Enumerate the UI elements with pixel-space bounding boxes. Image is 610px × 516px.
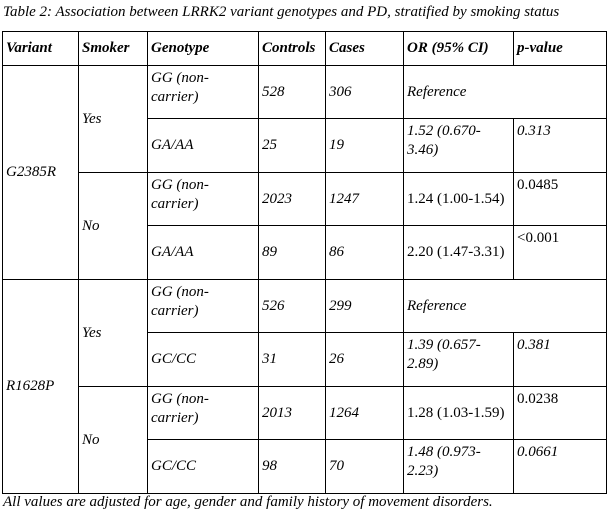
header-controls: Controls bbox=[259, 32, 326, 66]
or-cell: 1.24 (1.00-1.54) bbox=[404, 173, 514, 226]
genotype-cell: GG (non-carrier) bbox=[148, 280, 259, 333]
p-value-cell: 0.0661 bbox=[514, 440, 607, 494]
genotype-cell: GG (non-carrier) bbox=[148, 173, 259, 226]
p-value-cell: 0.0485 bbox=[514, 173, 607, 226]
controls-cell: 31 bbox=[259, 333, 326, 387]
cases-cell: 19 bbox=[326, 119, 404, 173]
cases-cell: 1247 bbox=[326, 173, 404, 226]
genotype-cell: GG (non-carrier) bbox=[148, 66, 259, 119]
or-cell: Reference bbox=[404, 280, 607, 333]
variant-cell: G2385R bbox=[3, 66, 79, 280]
or-cell: 1.39 (0.657-2.89) bbox=[404, 333, 514, 387]
cases-cell: 299 bbox=[326, 280, 404, 333]
genotype-cell: GA/AA bbox=[148, 226, 259, 280]
controls-cell: 25 bbox=[259, 119, 326, 173]
table-footnote: All values are adjusted for age, gender and family history of movement disorders. bbox=[3, 494, 493, 510]
table-row bbox=[3, 173, 607, 226]
header-p-value: p-value bbox=[514, 32, 607, 66]
controls-cell: 528 bbox=[259, 66, 326, 119]
header-variant: Variant bbox=[3, 32, 79, 66]
or-cell: 1.52 (0.670-3.46) bbox=[404, 119, 514, 173]
smoker-cell: Yes bbox=[79, 280, 148, 387]
or-cell: 1.48 (0.973-2.23) bbox=[404, 440, 514, 494]
table-row bbox=[3, 66, 607, 119]
smoker-cell: No bbox=[79, 387, 148, 494]
header-cases: Cases bbox=[326, 32, 404, 66]
p-value-cell: 0.381 bbox=[514, 333, 607, 387]
controls-cell: 98 bbox=[259, 440, 326, 494]
table-caption: Table 2: Association between LRRK2 variant genotypes and PD, stratified by smoking status bbox=[3, 4, 560, 20]
results-table bbox=[2, 31, 607, 494]
or-cell: 1.28 (1.03-1.59) bbox=[404, 387, 514, 440]
header-genotype: Genotype bbox=[148, 32, 259, 66]
header-or: OR (95% CI) bbox=[404, 32, 514, 66]
variant-cell: R1628P bbox=[3, 280, 79, 494]
controls-cell: 89 bbox=[259, 226, 326, 280]
cases-cell: 70 bbox=[326, 440, 404, 494]
header-row bbox=[3, 32, 607, 66]
genotype-cell: GG (non-carrier) bbox=[148, 387, 259, 440]
genotype-cell: GA/AA bbox=[148, 119, 259, 173]
genotype-cell: GC/CC bbox=[148, 440, 259, 494]
or-cell: Reference bbox=[404, 66, 607, 119]
controls-cell: 2013 bbox=[259, 387, 326, 440]
table-row bbox=[3, 280, 607, 333]
p-value-cell: 0.313 bbox=[514, 119, 607, 173]
p-value-cell: 0.0238 bbox=[514, 387, 607, 440]
p-value-cell: <0.001 bbox=[514, 226, 607, 280]
table-body bbox=[3, 66, 607, 494]
or-cell: 2.20 (1.47-3.31) bbox=[404, 226, 514, 280]
smoker-cell: No bbox=[79, 173, 148, 280]
cases-cell: 26 bbox=[326, 333, 404, 387]
table-row bbox=[3, 387, 607, 440]
genotype-cell: GC/CC bbox=[148, 333, 259, 387]
controls-cell: 526 bbox=[259, 280, 326, 333]
header-smoker: Smoker bbox=[79, 32, 148, 66]
cases-cell: 306 bbox=[326, 66, 404, 119]
cases-cell: 86 bbox=[326, 226, 404, 280]
cases-cell: 1264 bbox=[326, 387, 404, 440]
controls-cell: 2023 bbox=[259, 173, 326, 226]
smoker-cell: Yes bbox=[79, 66, 148, 173]
